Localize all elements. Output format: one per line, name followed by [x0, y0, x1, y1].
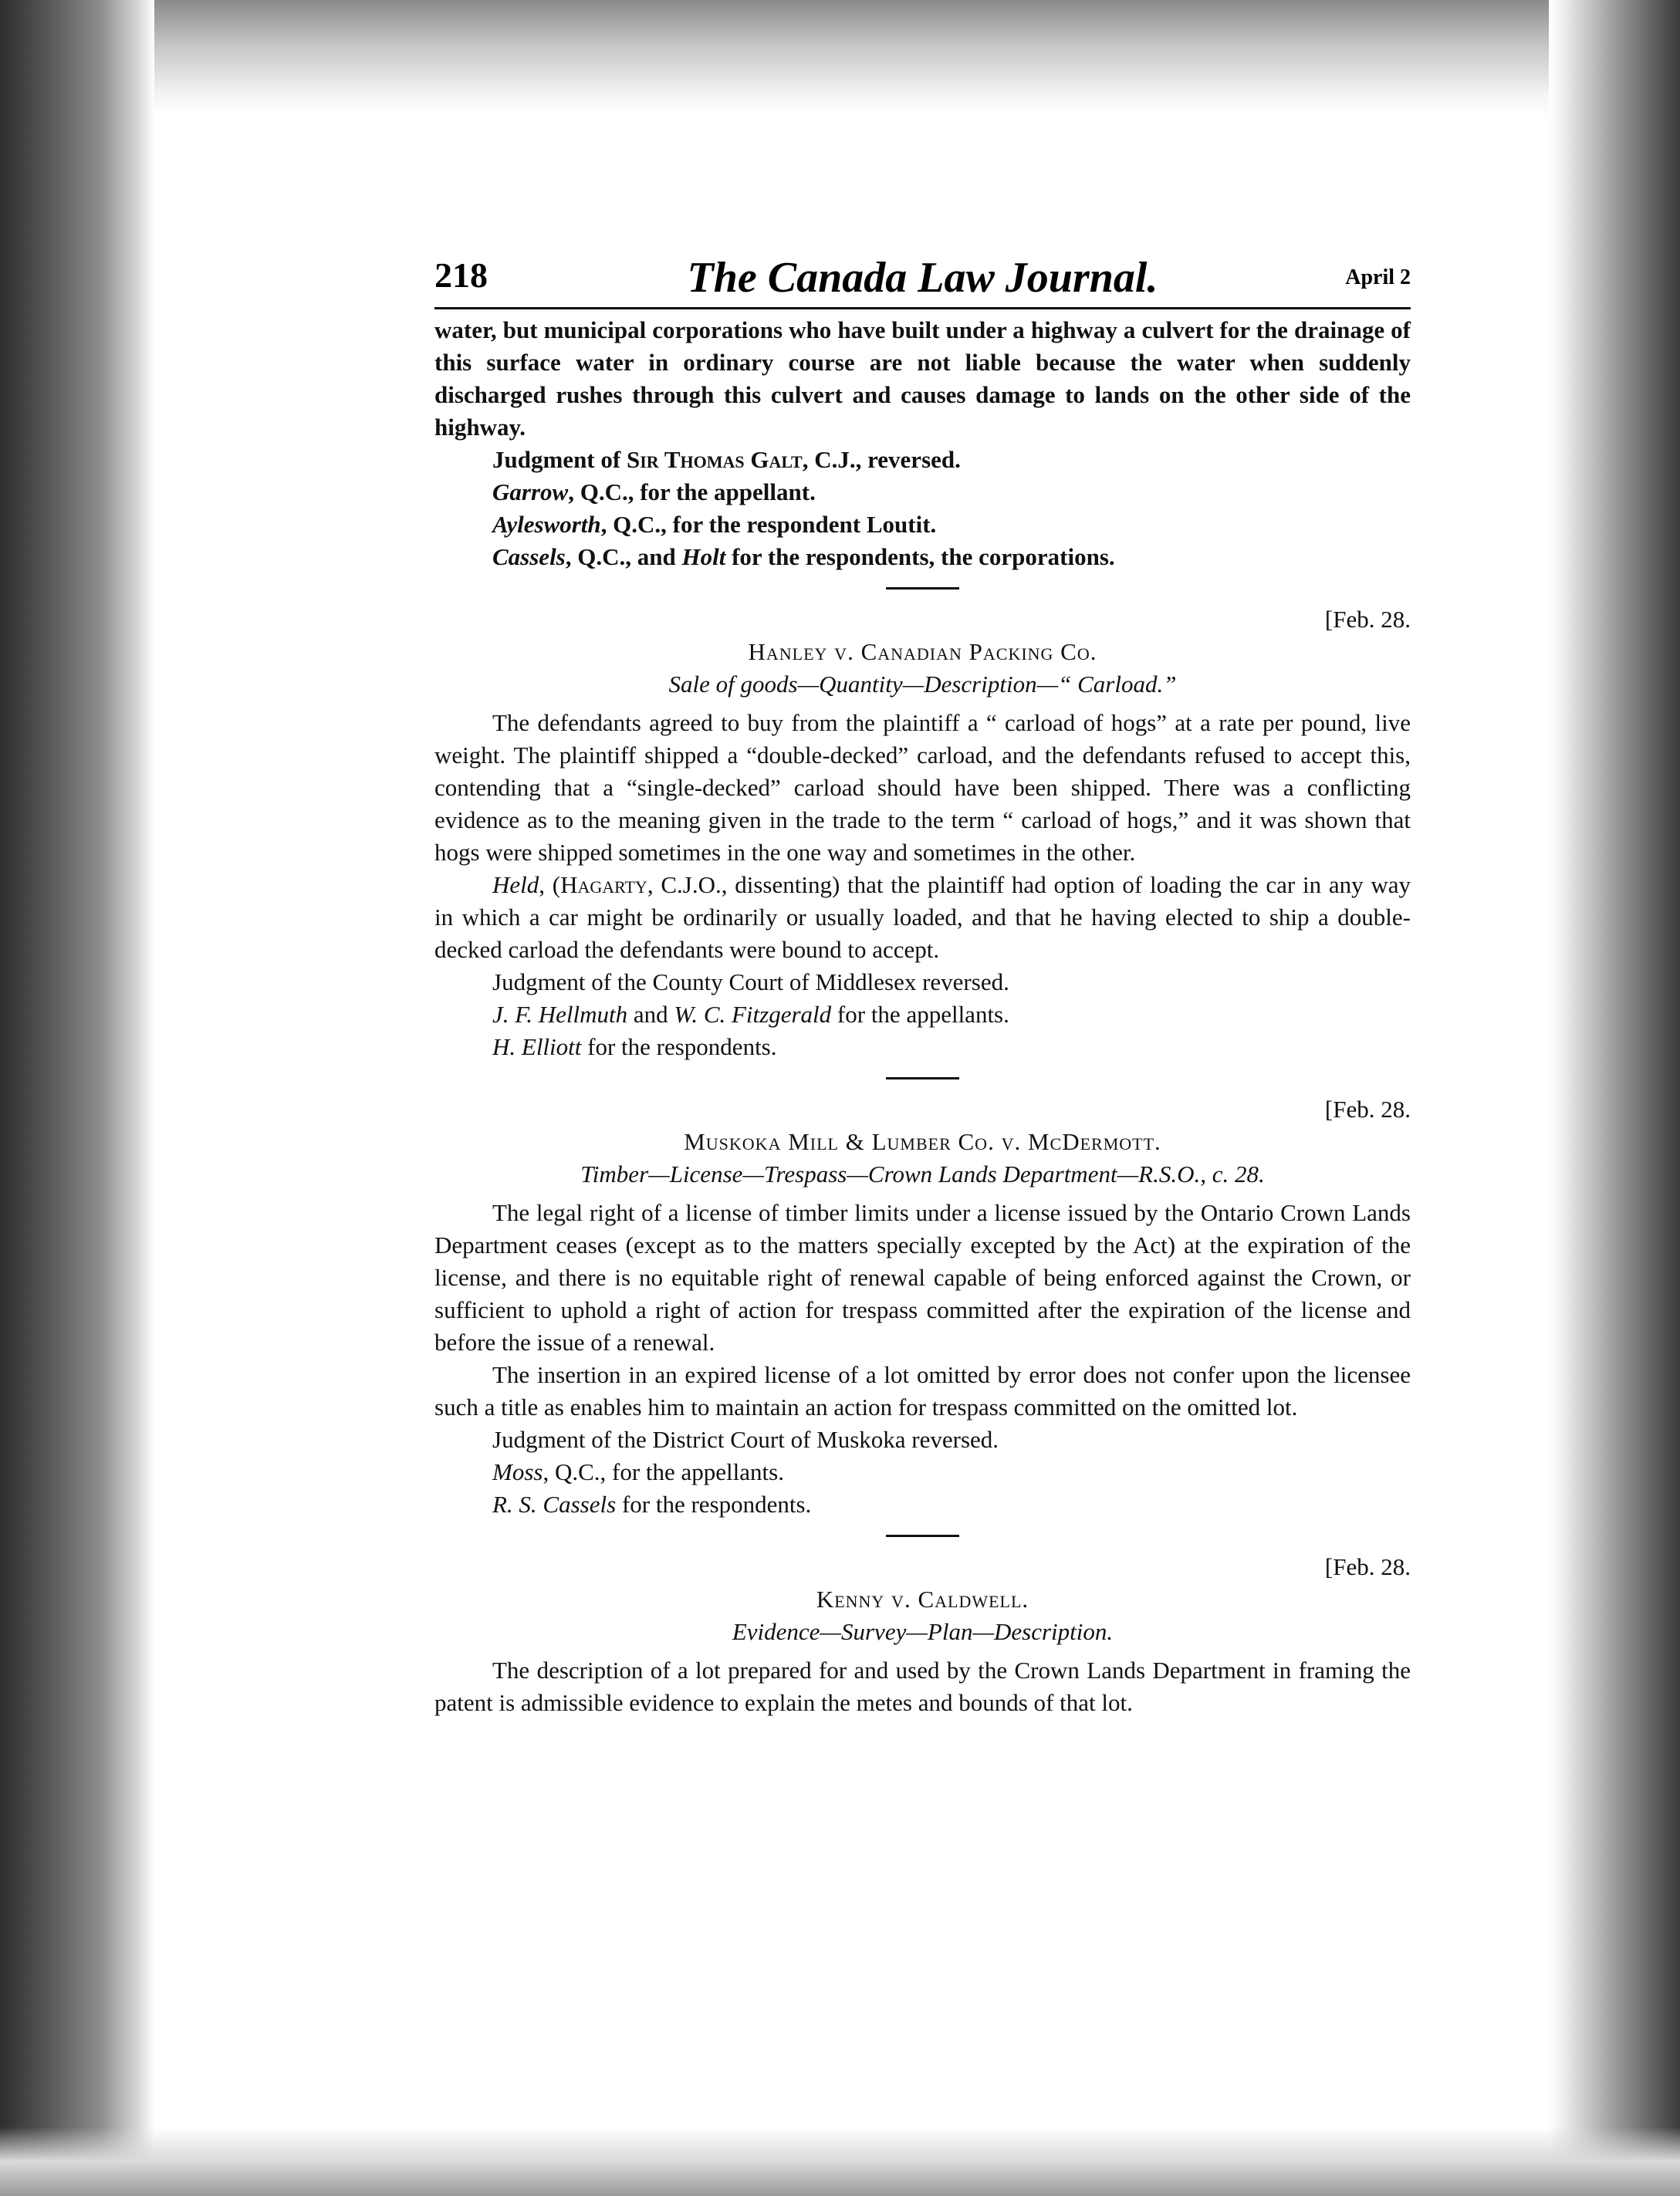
counsel-line: H. Elliott for the respondents.	[492, 1033, 777, 1060]
page-body	[434, 314, 1411, 1719]
held-paragraph: Held, (Hagarty, C.J.O., dissenting) that the plaintiff had option of loading the car in any way in which a car might be ordinarily or usually loaded, and that he having elected to ship a double-decked carload the defendants were bound to accept.	[434, 871, 1411, 963]
section-divider	[886, 1535, 959, 1537]
counsel-line: Cassels, Q.C., and Holt for the respondents, the corporations.	[492, 543, 1115, 570]
judgment-line: Judgment of the County Court of Middlesex reversed.	[492, 968, 1009, 995]
counsel-line: Aylesworth, Q.C., for the respondent Loutit.	[492, 511, 937, 538]
judgment-line: Judgment of the District Court of Muskoka reversed.	[492, 1426, 999, 1453]
counsel-line: R. S. Cassels for the respondents.	[492, 1491, 812, 1518]
section-divider	[886, 587, 959, 590]
case-paragraph: The description of a lot prepared for and used by the Crown Lands Department in framing the patent is admissible evidence to explain the metes and bounds of that lot.	[434, 1657, 1411, 1716]
scan-shadow-bottom	[0, 2127, 1680, 2196]
case-title: Kenny v. Caldwell.	[816, 1586, 1029, 1613]
journal-title: The Canada Law Journal.	[687, 254, 1158, 302]
case-date: [Feb. 28.	[1324, 1553, 1411, 1580]
scan-shadow-left	[0, 0, 154, 2196]
counsel-line: J. F. Hellmuth and W. C. Fitzgerald for the appellants.	[492, 1001, 1009, 1028]
page-number: 218	[434, 255, 488, 295]
case-hanley	[434, 603, 1411, 1063]
case-paragraph: The insertion in an expired license of a lot omitted by error does not confer upon the licensee such a title as enables him to maintain an action for trespass committed on the omitted lot.	[434, 1361, 1411, 1421]
continued-paragraph: water, but municipal corporations who have built under a highway a culvert for the drainage of this surface water in ordinary course are not liable because the water when suddenly discharged rushes through this culvert and causes damage to lands on the other side of the highway.	[434, 316, 1411, 441]
case-paragraph: The defendants agreed to buy from the plaintiff a “ carload of hogs” at a rate per pound, live weight. The plaintiff shipped a “double-decked” carload, and the defendants refused to accept this, contending that a “single-decked” carload should have been shipped. There was a conflicting evidence as to the meaning given in the trade to the term “ carload of hogs,” and it was shown that hogs were shipped sometimes in the one way and sometimes in the other.	[434, 709, 1411, 866]
case-subtitle: Timber—License—Trespass—Crown Lands Department—R.S.O., c. 28.	[580, 1161, 1265, 1188]
scan-shadow-top	[0, 0, 1680, 116]
section-continued	[434, 314, 1411, 573]
page-header	[434, 255, 1411, 309]
case-subtitle: Evidence—Survey—Plan—Description.	[732, 1618, 1114, 1645]
header-date: April 2	[1345, 265, 1411, 289]
counsel-line: Garrow, Q.C., for the appellant.	[492, 478, 816, 505]
case-muskoka	[434, 1093, 1411, 1521]
judgment-line: Judgment of Sir Thomas Galt, C.J., reversed.	[492, 446, 961, 473]
case-paragraph: The legal right of a license of timber limits under a license issued by the Ontario Crown Lands Department ceases (except as to the matters specially excepted by the Act) at the expiration of the license, and there is no equitable right of renewal capable of being enforced against the Crown, or sufficient to uphold a right of action for trespass committed after the expiration of the license and before the issue of a renewal.	[434, 1199, 1411, 1356]
case-kenny	[434, 1551, 1411, 1719]
journal-page	[434, 255, 1411, 1719]
scan-shadow-right	[1549, 0, 1680, 2196]
case-title: Hanley v. Canadian Packing Co.	[748, 638, 1097, 665]
counsel-line: Moss, Q.C., for the appellants.	[492, 1458, 784, 1485]
case-subtitle: Sale of goods—Quantity—Description—“ Carload.”	[668, 671, 1177, 698]
section-divider	[886, 1077, 959, 1079]
case-date: [Feb. 28.	[1324, 1096, 1411, 1123]
case-title: Muskoka Mill & Lumber Co. v. McDermott.	[684, 1128, 1161, 1155]
case-date: [Feb. 28.	[1324, 606, 1411, 633]
